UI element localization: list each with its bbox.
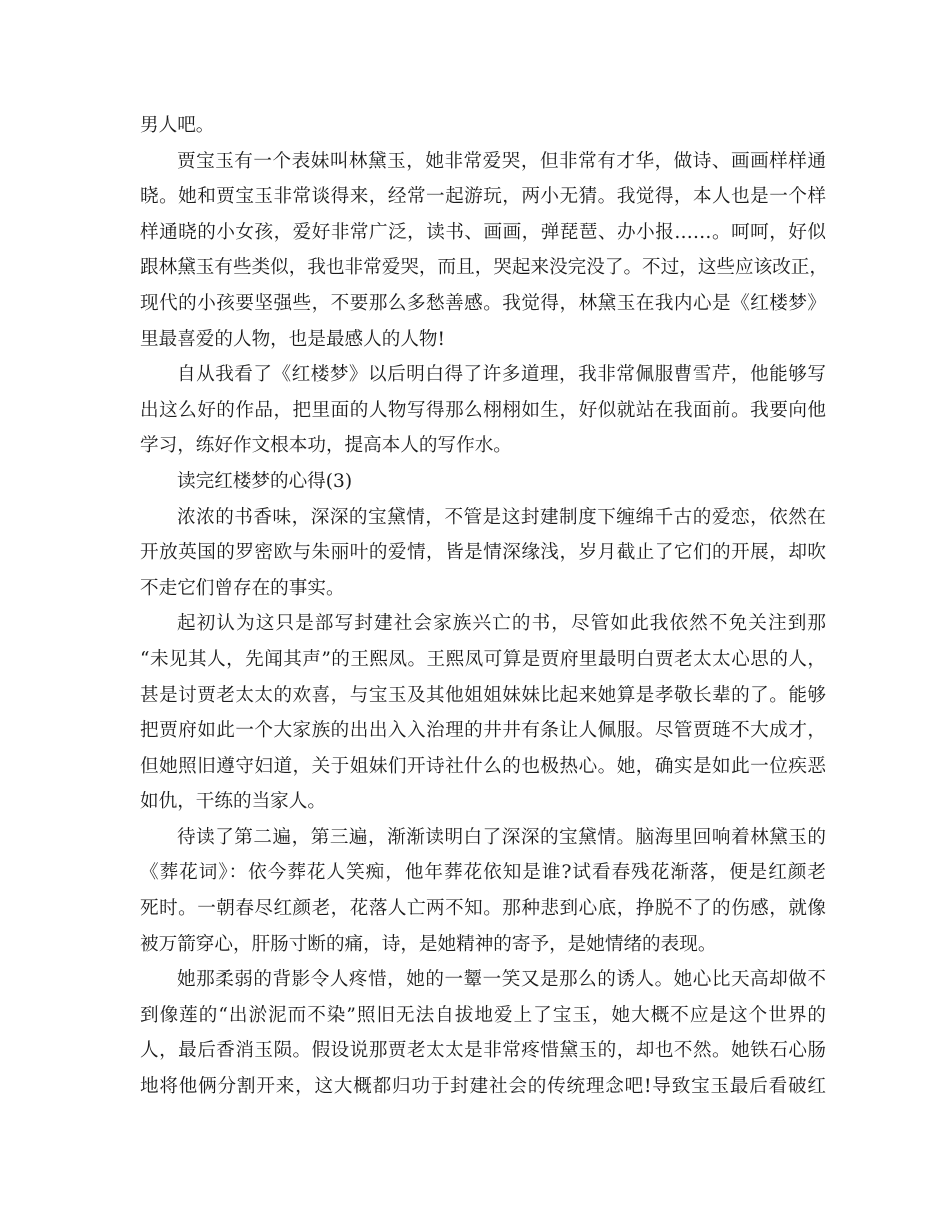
text-line: 不走它们曾存在的事实。 [140, 577, 345, 599]
text-line: 如仇，干练的当家人。 [140, 791, 326, 813]
text-line: 甚是讨贾老太太的欢喜，与宝玉及其他姐姐妹妹比起来她算是孝敬长辈的了。能够 [140, 684, 826, 706]
text-line: 现代的小孩要坚强些，不要那么多愁善感。我觉得，林黛玉在我内心是《红楼梦》 [140, 292, 826, 314]
text-line: 读完红楼梦的心得(3) [177, 470, 353, 492]
text-line: 开放英国的罗密欧与朱丽叶的爱情，皆是情深缘浅，岁月截止了它们的开展，却吹 [140, 542, 826, 564]
text-line: 她那柔弱的背影令人疼惜，她的一颦一笑又是那么的诱人。她心比天高却做不 [177, 969, 826, 991]
text-line: 跟林黛玉有些类似，我也非常爱哭，而且，哭起来没完没了。不过，这些应该改正， [140, 257, 828, 279]
text-line: 出这么好的作品，把里面的人物写得那么栩栩如生，好似就站在我面前。我要向他 [140, 399, 826, 421]
text-line: 自从我看了《红楼梦》以后明白得了许多道理，我非常佩服曹雪芹，他能够写 [177, 364, 826, 386]
text-line: 地将他俩分割开来，这大概都归功于封建社会的传统理念吧!导致宝玉最后看破红 [140, 1076, 826, 1098]
text-line: 被万箭穿心，肝肠寸断的痛，诗，是她精神的寄予，是她情绪的表现。 [140, 933, 717, 955]
text-line: 浓浓的书香味，深深的宝黛情，不管是这封建制度下缠绵千古的爱恋，依然在 [177, 506, 826, 528]
text-line: “未见其人，先闻其声”的王熙凤。王熙凤可算是贾府里最明白贾老太太心思的人， [140, 648, 826, 670]
text-line: 到像莲的“出淤泥而不染”照旧无法自拔地爱上了宝玉，她大概不应是这个世界的 [140, 1004, 826, 1026]
text-line: 学习，练好作文根本功，提高本人的写作水。 [140, 435, 512, 457]
text-line: 《葬花词》：依今葬花人笑痴，他年葬花依知是谁?试看春残花渐落，便是红颜老 [140, 862, 826, 884]
text-line: 但她照旧遵守妇道，关于姐妹们开诗社什么的也极热心。她，确实是如此一位疾恶 [140, 755, 826, 777]
text-line: 把贾府如此一个大家族的出出入入治理的井井有条让人佩服。尽管贾琏不大成才， [140, 720, 826, 742]
text-line: 起初认为这只是部写封建社会家族兴亡的书，尽管如此我依然不免关注到那 [177, 613, 826, 635]
text-line: 死时。一朝春尽红颜老，花落人亡两不知。那种悲到心底，挣脱不了的伤感，就像 [140, 898, 826, 920]
text-line: 样通晓的小女孩，爱好非常广泛，读书、画画，弹琵琶、办小报……。呵呵，好似 [140, 221, 826, 243]
text-line: 贾宝玉有一个表妹叫林黛玉，她非常爱哭，但非常有才华，做诗、画画样样通 [177, 150, 826, 172]
text-line: 里最喜爱的人物，也是最感人的人物! [140, 328, 445, 350]
text-line: 人，最后香消玉陨。假设说那贾老太太是非常疼惜黛玉的，却也不然。她铁石心肠 [140, 1040, 826, 1062]
document-page [140, 108, 826, 1105]
text-line: 晓。她和贾宝玉非常谈得来，经常一起游玩，两小无猜。我觉得，本人也是一个样 [140, 186, 826, 208]
text-line: 待读了第二遍，第三遍，渐渐读明白了深深的宝黛情。脑海里回响着林黛玉的 [177, 826, 826, 848]
document-body [140, 108, 826, 1105]
text-line: 男人吧。 [140, 115, 215, 136]
